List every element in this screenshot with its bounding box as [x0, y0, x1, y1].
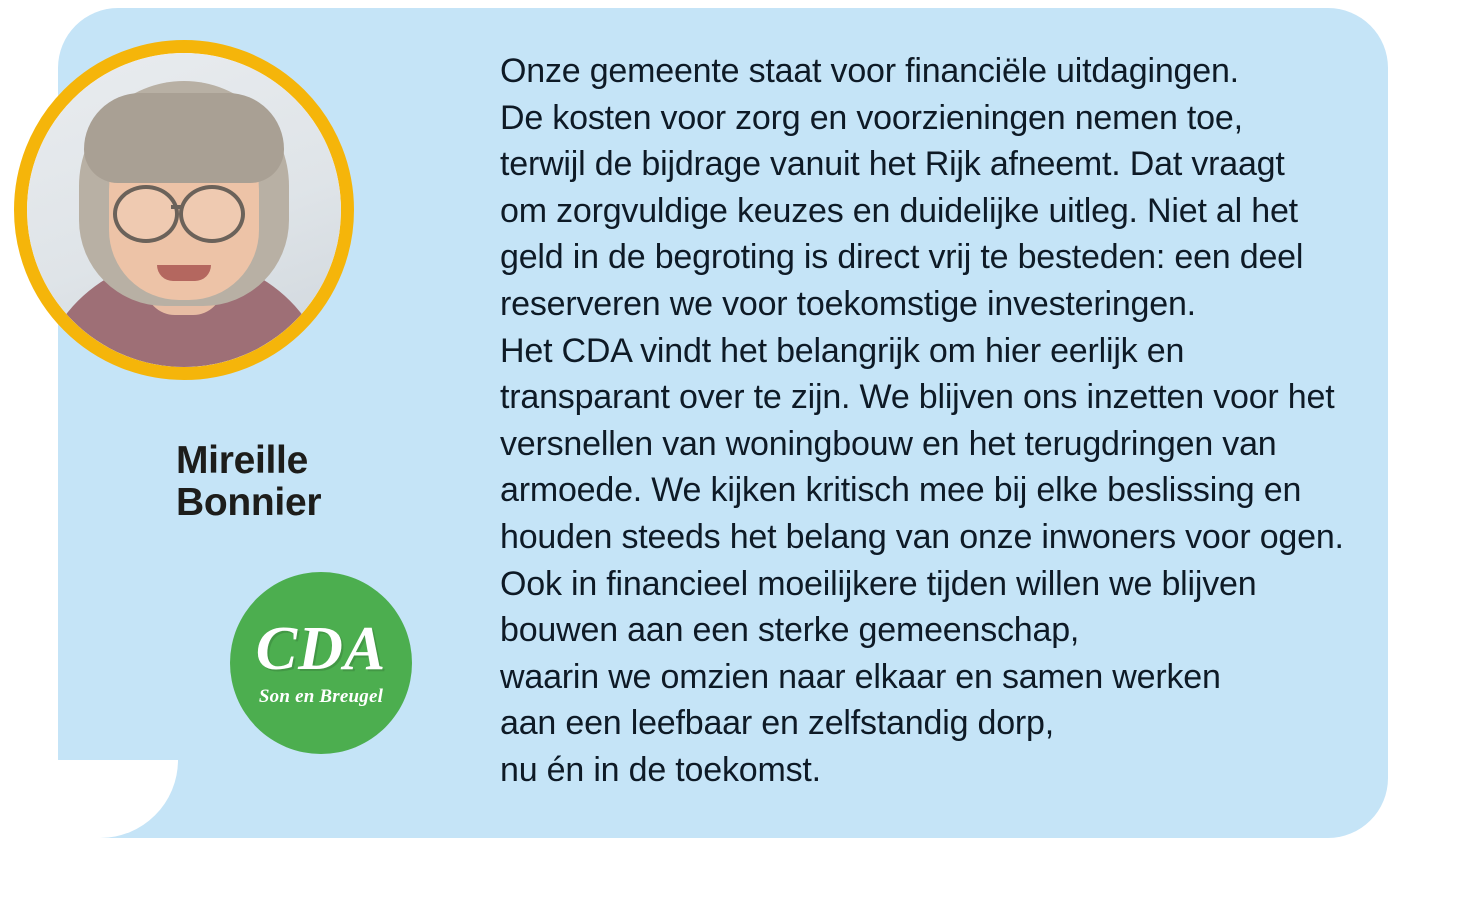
glasses-left-icon	[113, 185, 179, 243]
person-first-name: Mireille	[176, 439, 308, 482]
avatar	[14, 40, 354, 380]
quote-line: om zorgvuldige keuzes en duidelijke uitleg. Niet al het	[500, 191, 1298, 230]
quote-line: houden steeds het belang van onze inwoners voor ogen.	[500, 517, 1344, 556]
quote-line: versnellen van woningbouw en het terugdringen van	[500, 424, 1277, 463]
quote-line: nu én in de toekomst.	[500, 750, 821, 789]
quote-line: geld in de begroting is direct vrij te besteden: een deel	[500, 238, 1304, 277]
quote-line: Ook in financieel moeilijkere tijden willen we blijven	[500, 564, 1257, 603]
quote-line: Het CDA vindt het belangrijk om hier eerlijk en	[500, 331, 1185, 370]
quote-text	[500, 48, 1405, 794]
quote-line: aan een leefbaar en zelfstandig dorp,	[500, 704, 1055, 743]
cda-logo	[230, 572, 412, 754]
cda-logo-subtitle: Son en Breugel	[258, 686, 384, 707]
profile-column	[0, 0, 470, 838]
person-name	[176, 440, 456, 523]
portrait-smile	[157, 265, 211, 281]
quote-line: armoede. We kijken kritisch mee bij elke beslissing en	[500, 471, 1302, 510]
quote-line: De kosten voor zorg en voorzieningen nemen toe,	[500, 98, 1243, 137]
quote-line: terwijl de bijdrage vanuit het Rijk afneemt. Dat vraagt	[500, 145, 1285, 184]
person-last-name: Bonnier	[176, 480, 322, 524]
quote-line: waarin we omzien naar elkaar en samen werken	[500, 657, 1221, 696]
glasses-right-icon	[179, 185, 245, 243]
portrait-fringe	[84, 93, 284, 183]
quote-line: bouwen aan een sterke gemeenschap,	[500, 611, 1080, 650]
quote-line: transparant over te zijn. We blijven ons inzetten voor het	[500, 378, 1335, 417]
quote-line: Onze gemeente staat voor financiële uitdagingen.	[500, 52, 1239, 90]
quote-line: reserveren we voor toekomstige investeringen.	[500, 284, 1196, 323]
portrait-photo	[27, 53, 341, 367]
cda-logo-mark: CDA	[255, 615, 387, 683]
glasses-bridge-icon	[171, 205, 181, 209]
